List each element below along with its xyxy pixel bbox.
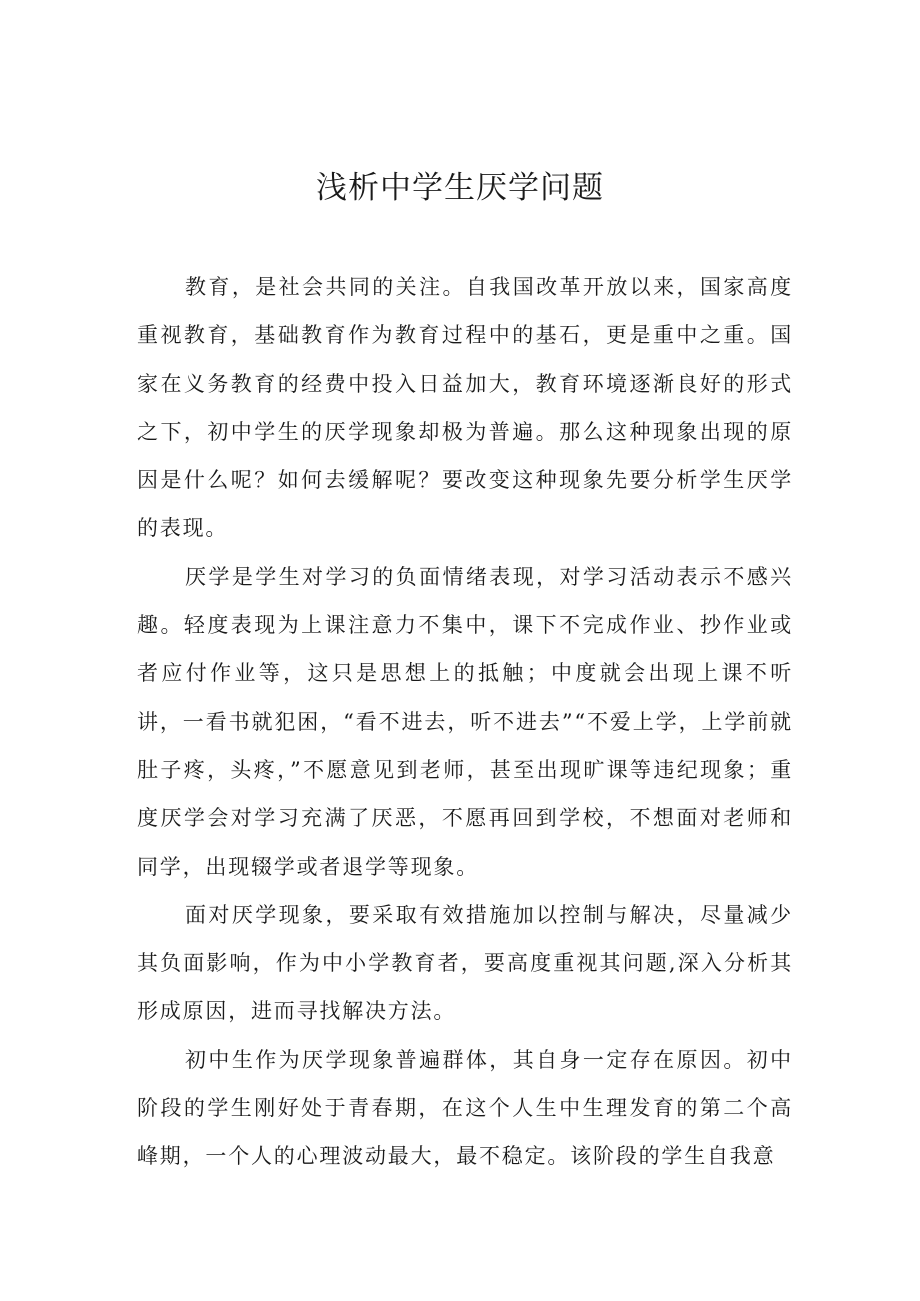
paragraph: 面对厌学现象，要采取有效措施加以控制与解决，尽量减少其负面影响，作为中小学教育者，要高度重视其问题,深入分析其形成原因，进而寻找解决方法。 (137, 902, 793, 1024)
document-title: 浅析中学生厌学问题 (316, 170, 604, 206)
paragraph: 教育，是社会共同的关注。自我国改革开放以来，国家高度重视教育，基础教育作为教育过程中的基石，更是重中之重。国家在义务教育的经费中投入日益加大，教育环境逐渐良好的形式之下，初中学生的厌学现象却极为普遍。那么这种现象出现的原因是什么呢？如何去缓解呢？要改变这种现象先要分析学生厌学的表现。 (137, 275, 793, 541)
document-body (137, 263, 793, 1181)
paragraph: 初中生作为厌学现象普遍群体，其自身一定存在原因。初中阶段的学生刚好处于青春期，在这个人生中生理发育的第二个高峰期，一个人的心理波动最大，最不稳定。该阶段的学生自我意 (137, 1047, 793, 1169)
paragraph: 厌学是学生对学习的负面情绪表现，对学习活动表示不感兴趣。轻度表现为上课注意力不集中，课下不完成作业、抄作业或者应付作业等，这只是思想上的抵触；中度就会出现上课不听讲，一看书就犯困，“看不进去，听不进去”“不爱上学，上学前就肚子疼，头疼，”不愿意见到老师，甚至出现旷课等违纪现象；重度厌学会对学习充满了厌恶，不愿再回到学校，不想面对老师和同学，出现辍学或者退学等现象。 (137, 564, 793, 879)
